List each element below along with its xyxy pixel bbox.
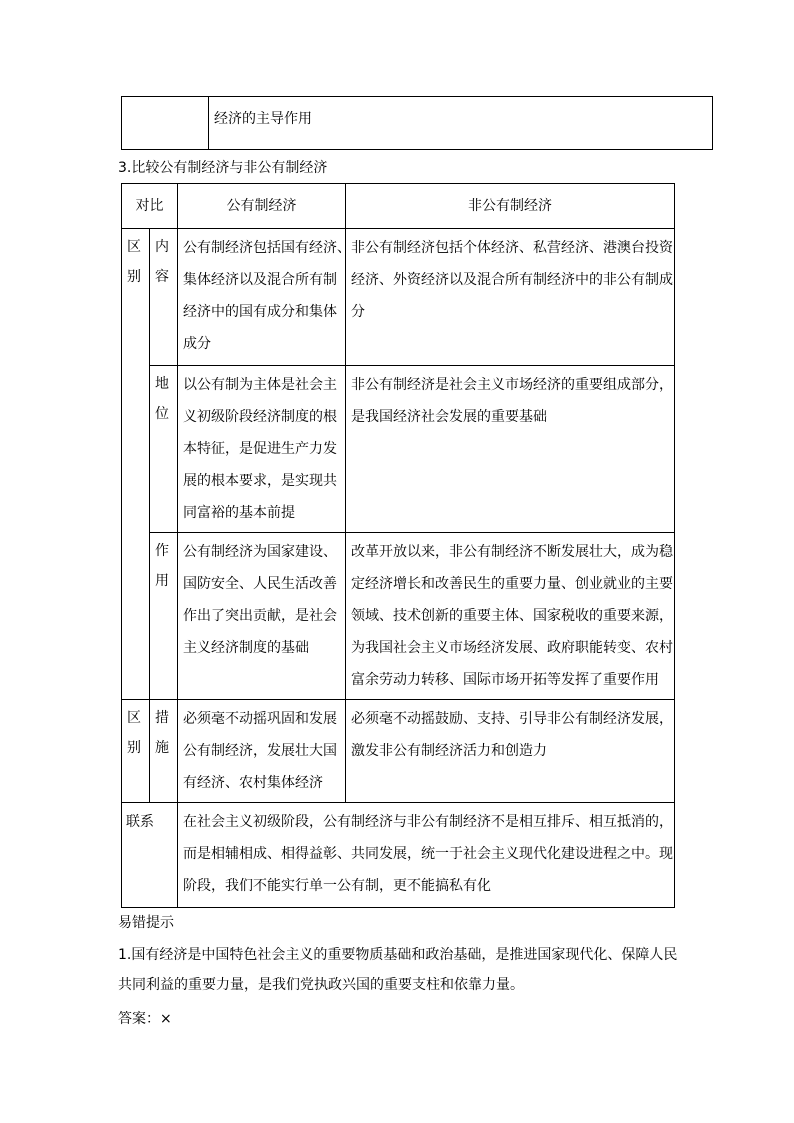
measures-public-cell: 必须毫不动摇巩固和发展 公有制经济，发展壮大国 有经济、农村集体经济 [178,700,346,803]
content-public-cell: 公有制经济包括国有经济、 集体经济以及混合所有制 经济中的国有成分和集体 成分 [178,229,346,366]
comparison-table [121,183,675,908]
row-label-role: 作 用 [150,533,178,700]
row-label-content: 内 容 [150,229,178,366]
role-nonpublic-cell: 改革开放以来，非公有制经济不断发展壮大，成为稳 定经济增长和改善民生的重要力量、创业就业的主要 领域、技术创新的重要主体、国家税收的重要来源， 为我国社会主义市场经济发展、政府职能转变、农村 富余劳动力转移、国际市场开拓等发挥了重要作用 [346,533,675,700]
continuation-text: 经济的主导作用 [214,111,312,127]
tip-1: 1.国有经济是中国特色社会主义的重要物质基础和政治基础，是推进国家现代化、保障人民 共同利益的重要力量，是我们党执政兴国的重要支柱和依靠力量。 [118,947,678,993]
header-public-economy: 公有制经济 [178,184,346,229]
role-public-cell: 公有制经济为国家建设、 国防安全、人民生活改善 作出了突出贡献，是社会 主义经济制度的基础 [178,533,346,700]
continuation-empty-cell [122,97,209,150]
row-label-measures: 措 施 [150,700,178,803]
header-compare: 对比 [122,184,178,229]
header-nonpublic-economy: 非公有制经济 [346,184,675,229]
relation-text-cell: 在社会主义初级阶段，公有制经济与非公有制经济不是相互排斥、相互抵消的， 而是相辅相成、相得益彰、共同发展，统一于社会主义现代化建设进程之中。现 阶段，我们不能实行单一公有制，更不能搞私有化 [178,803,675,908]
continuation-table [121,96,713,150]
group-label-difference: 区 别 [122,229,150,700]
section-title: 3.比较公有制经济与非公有制经济 [118,160,328,176]
content-nonpublic-cell: 非公有制经济包括个体经济、私营经济、港澳台投资 经济、外资经济以及混合所有制经济中的非公有制成 分 [346,229,675,366]
row-label-status: 地 位 [150,366,178,533]
answer: 答案：× [118,1011,172,1027]
tips-heading: 易错提示 [118,915,174,931]
measures-nonpublic-cell: 必须毫不动摇鼓励、支持、引导非公有制经济发展， 激发非公有制经济活力和创造力 [346,700,675,803]
status-public-cell: 以公有制为主体是社会主 义初级阶段经济制度的根 本特征，是促进生产力发 展的根本要求，是实现共 同富裕的基本前提 [178,366,346,533]
row-label-relation: 联系 [122,803,178,908]
continuation-text-cell [209,97,713,150]
status-nonpublic-cell: 非公有制经济是社会主义市场经济的重要组成部分， 是我国经济社会发展的重要基础 [346,366,675,533]
group-label-difference-2: 区 别 [122,700,150,803]
